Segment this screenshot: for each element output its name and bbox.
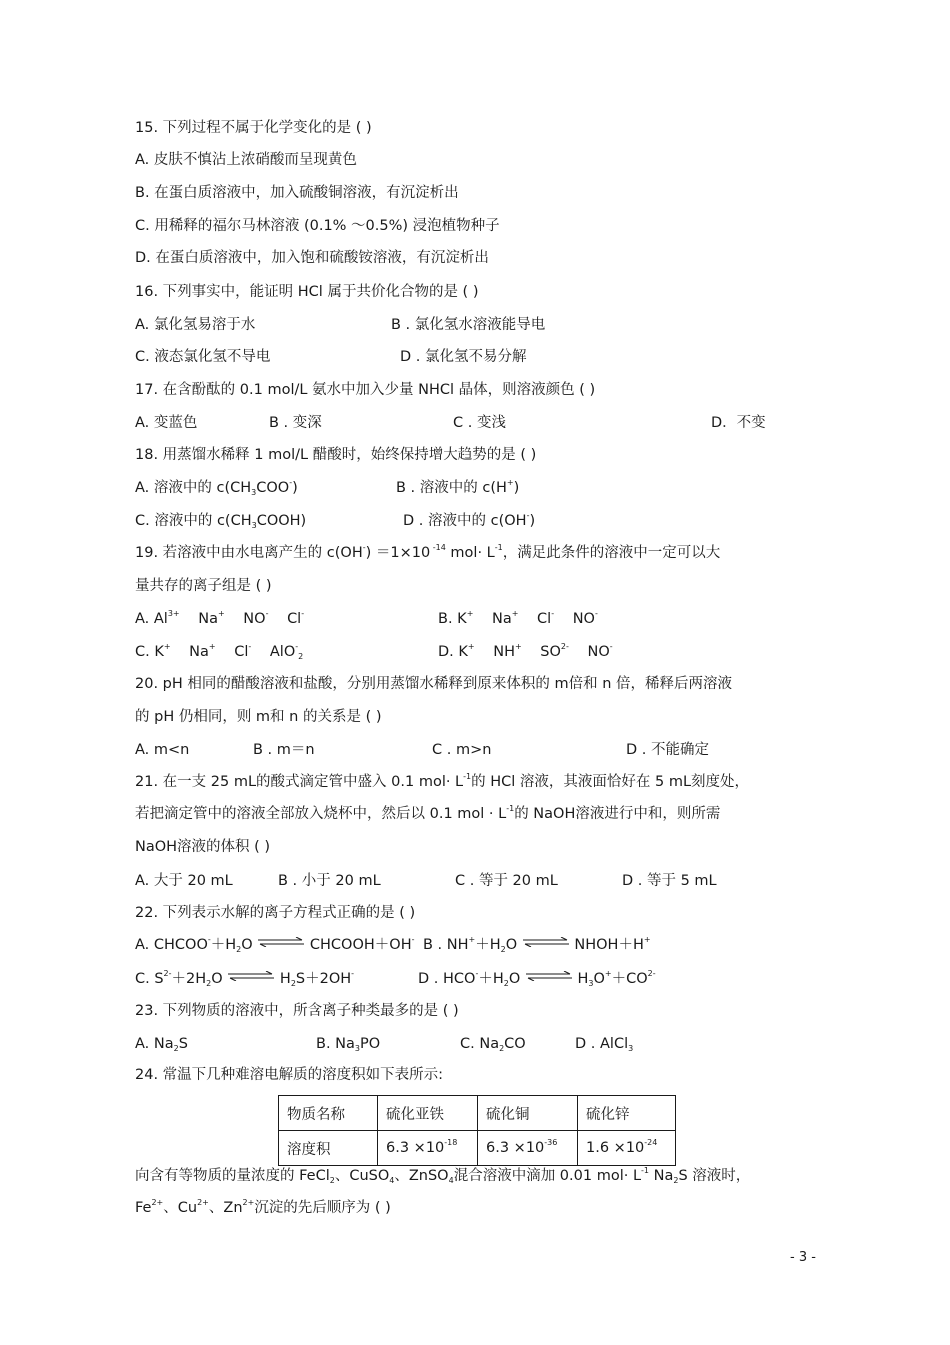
table-cell: $6.3 \times 10^{-18}$	[378, 1131, 478, 1166]
question-24-body-line1: 向含有等物质的量浓度的 FeCl$_2$、CuSO$_4$、ZnSO$_4$混合溶液中滴加 0.01 $mol\cdot L^{-1}$ $Na_2S$ 溶液时，	[135, 1166, 751, 1185]
table-row-label: 溶度积	[279, 1131, 378, 1166]
question-19-option-c: C. K+ Na+ Cl- AlO-$_2$	[135, 642, 304, 661]
table-row	[279, 1131, 676, 1166]
question-16-option-d: D . 氯化氢不易分解	[400, 349, 527, 365]
equilibrium-arrow-icon	[258, 937, 304, 947]
question-15-stem: 15. 下列过程不属于化学变化的是 ( )	[135, 120, 372, 136]
question-18-option-c: C. 溶液中的 $c(CH_3COOH)$	[135, 513, 307, 530]
question-15-option-c: C. 用稀释的福尔马林溶液 (0.1% ～0.5%) 浸泡植物种子	[135, 218, 500, 234]
question-23-option-b: B. $Na_3PO$	[316, 1036, 381, 1053]
question-15-option-b: B. 在蛋白质溶液中，加入硫酸铜溶液，有沉淀析出	[135, 185, 459, 201]
question-17-option-c: C . 变浅	[453, 415, 506, 431]
equilibrium-arrow-icon	[523, 937, 569, 947]
question-19-option-d: D. K+ NH+ $SO^{2-}$ NO-	[438, 642, 613, 660]
question-20-option-a: A. m<n	[135, 742, 190, 758]
table-header-cell: 硫化亚铁	[378, 1096, 478, 1131]
equilibrium-arrow-icon	[228, 971, 274, 981]
question-18-option-a: A. 溶液中的 $c(CH_3COO^-)$	[135, 478, 298, 497]
question-21-stem-line3: NaOH溶液的体积 ( )	[135, 839, 271, 855]
question-22-option-c: C. $S^{2-}+2H_2O$ $H_2S+2OH^-$	[135, 969, 355, 988]
question-18-option-b: B . 溶液中的 c(H+)	[396, 478, 520, 496]
question-21-option-d: D . 等于 5 mL	[622, 873, 717, 889]
question-15-option-d: D. 在蛋白质溶液中，加入饱和硫酸铵溶液，有沉淀析出	[135, 250, 489, 266]
question-17-stem: 17. 在含酚酞的 0.1 mol/L 氨水中加入少量 NHCl 晶体，则溶液颜色 ( )	[135, 382, 596, 398]
question-20-option-d: D . 不能确定	[626, 742, 709, 758]
table-cell: $6.3 \times 10^{-36}$	[478, 1131, 578, 1166]
table-header-row	[279, 1096, 676, 1131]
question-19-stem-line2: 量共存的离子组是 ( )	[135, 578, 272, 594]
table-header-cell: 硫化铜	[478, 1096, 578, 1131]
question-21-stem-line2: 若把滴定管中的溶液全部放入烧杯中，然后以 0.1 mol · $L^{-1}$的 NaOH溶液进行中和，则所需	[135, 804, 721, 822]
question-19-stem-line1: 19. 若溶液中由水电离产生的 c(OH-) ＝1×10 $^{-14}$ $mol\cdot L^{-1}$，满足此条件的溶液中一定可以大	[135, 543, 721, 561]
question-24-body-line2: $Fe^{2+}$、$Cu^{2+}$、$Zn^{2+}$沉淀的先后顺序为 ( )	[135, 1198, 391, 1216]
question-20-option-b: B . m＝n	[253, 742, 315, 758]
question-20-option-c: C . m>n	[432, 742, 492, 758]
equilibrium-arrow-icon	[526, 971, 572, 981]
question-16-option-b: B . 氯化氢水溶液能导电	[391, 317, 546, 333]
question-15-option-a: A. 皮肤不慎沾上浓硝酸而呈现黄色	[135, 152, 357, 168]
question-22-option-d: D . $HCO^-+H_2O$ $H_3O^++CO^{2-}$	[418, 969, 656, 988]
question-23-option-d: D . AlCl$_3$	[575, 1036, 634, 1053]
question-21-option-a: A. 大于 20 mL	[135, 873, 233, 889]
question-18-stem: 18. 用蒸馏水稀释 1 mol/L 醋酸时，始终保持增大趋势的是 ( )	[135, 447, 537, 463]
question-21-stem-line1: 21. 在一支 25 mL的酸式滴定管中盛入 0.1 $mol\cdot L^{-1}$的 HCl 溶液，其液面恰好在 5 mL刻度处，	[135, 772, 750, 790]
question-23-option-a: A. $Na_2S$	[135, 1036, 188, 1053]
question-17-option-a: A. 变蓝色	[135, 415, 198, 431]
question-21-option-c: C . 等于 20 mL	[455, 873, 558, 889]
question-16-option-c: C. 液态氯化氢不导电	[135, 349, 271, 365]
ksp-table	[278, 1095, 676, 1166]
question-19-option-a: A. $Al^{3+}$ Na+ NO- Cl-	[135, 609, 305, 627]
question-20-stem-line1: 20. pH 相同的醋酸溶液和盐酸，分别用蒸馏水稀释到原来体积的 m倍和 n 倍，稀释后两溶液	[135, 676, 733, 692]
question-22-option-b: B . $NH^++H_2O$ NHOH＋H+	[423, 935, 651, 954]
question-18-option-d: D . 溶液中的 c(OH-)	[403, 511, 536, 529]
question-17-option-d: D．不变	[711, 415, 766, 431]
question-17-option-b: B . 变深	[269, 415, 322, 431]
question-24-stem: 24. 常温下几种难溶电解质的溶度积如下表所示:	[135, 1067, 444, 1083]
question-22-stem: 22. 下列表示水解的离子方程式正确的是 ( )	[135, 905, 416, 921]
question-22-option-a: A. $CHCOO^-+H_2O$ CHCOOH＋OH-	[135, 935, 415, 954]
question-23-stem: 23. 下列物质的溶液中，所含离子种类最多的是 ( )	[135, 1003, 459, 1019]
table-header-cell: 物质名称	[279, 1096, 378, 1131]
question-21-option-b: B . 小于 20 mL	[278, 873, 381, 889]
table-cell: $1.6 \times 10^{-24}$	[578, 1131, 676, 1166]
question-19-option-b: B. K+ Na+ Cl- NO-	[438, 609, 598, 627]
table-header-cell: 硫化锌	[578, 1096, 676, 1131]
question-16-stem: 16. 下列事实中，能证明 HCl 属于共价化合物的是 ( )	[135, 284, 479, 300]
question-23-option-c: C. $Na_2CO$	[460, 1036, 526, 1053]
question-16-option-a: A. 氯化氢易溶于水	[135, 317, 256, 333]
question-20-stem-line2: 的 pH 仍相同，则 m和 n 的关系是 ( )	[135, 709, 382, 725]
page-number: - 3 -	[790, 1250, 816, 1265]
